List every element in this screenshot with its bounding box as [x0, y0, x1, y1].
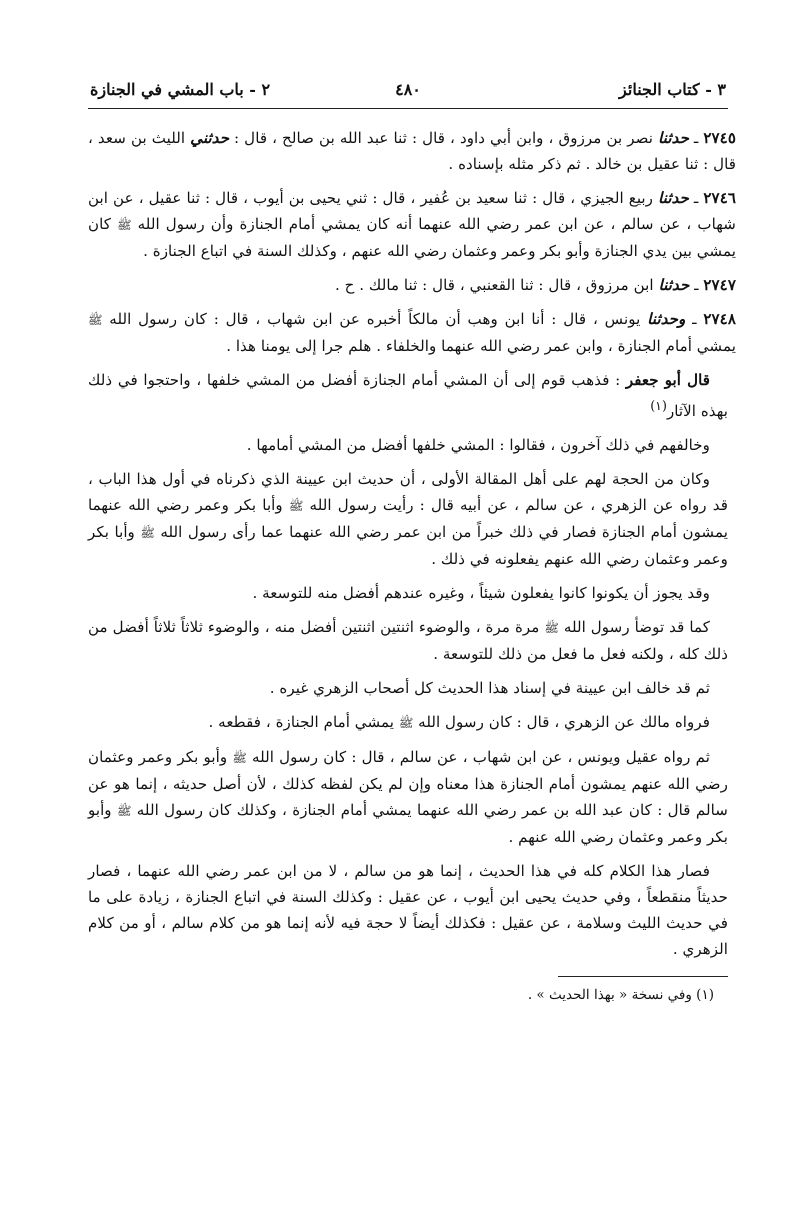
salawat-symbol: ﷺ [288, 499, 304, 514]
tahdith-word: حدثني [190, 129, 230, 147]
hadith-2747 [88, 272, 736, 298]
paragraph-text: وأبا بكر وعمر وعثمان رضي الله عنهم يفعلونه في ذلك . [88, 523, 728, 569]
salawat-symbol: ﷺ [116, 804, 132, 819]
commentary-paragraph [88, 466, 728, 572]
salawat-symbol: ﷺ [88, 313, 103, 327]
paragraph-text: مرة مرة ، والوضوء اثنتين اثنتين أفضل منه ، والوضوء ثلاثاً ثلاثاً أفضل من ذلك كله ، ولكنه فعل ما فعل من ذلك للتوسعة . [88, 618, 728, 664]
salawat-symbol: ﷺ [398, 716, 414, 731]
commentary-paragraph [88, 709, 728, 736]
tahdith-word: وحدثنا [647, 310, 686, 328]
paragraph-text: وأبا بكر وعمر رضي الله عنهما يمشون أمام الجنازة فصار في ذلك خبراً من ابن عمر رضي الله عنهما عما رأى رسول الله [88, 496, 728, 542]
footnote-label: (١) [696, 987, 714, 1004]
tahdith-word: حدثنا [658, 276, 690, 294]
commentary-paragraph: وقد يجوز أن يكونوا كانوا يفعلون شيئاً ، وغيره عندهم أفضل منه للتوسعة . [252, 584, 710, 603]
dash: ـ [689, 276, 704, 294]
salawat-symbol: ﷺ [232, 751, 247, 766]
footnote-marker[interactable]: (١) [650, 398, 667, 413]
dash: ـ [685, 310, 704, 328]
commentary-paragraph [88, 367, 728, 424]
page-number: ٤٨٠ [395, 80, 421, 99]
hadith-number: ٢٧٤٧ [703, 276, 736, 294]
paragraph-text: : فذهب قوم إلى أن المشي أمام الجنازة أفضل من المشي خلفها ، واحتجوا في ذلك بهذه الآثار [88, 371, 728, 421]
paragraph-text: ثم رواه عقيل ويونس ، عن ابن شهاب ، عن سالم ، قال : كان رسول الله [246, 748, 710, 767]
commentary-paragraph: ثم قد خالف ابن عيينة في إسناد هذا الحديث كل أصحاب الزهري غيره . [269, 679, 710, 698]
commentary-paragraph [88, 744, 728, 850]
footnote-divider [558, 976, 728, 977]
author-name: قال أبو جعفر [625, 371, 710, 389]
commentary-paragraph [88, 614, 728, 667]
paragraph-text: وكان من الحجة لهم على أهل المقالة الأولى ، أن حديث ابن عيينة الذي ذكرناه في أول هذا الباب ، قد رواه عن الزهري ، عن سالم ، عن أبيه قال : رأيت رسول الله [88, 470, 728, 515]
dash: ـ [688, 189, 704, 207]
dash: ـ [688, 129, 704, 147]
hadith-text: يونس ، قال : أنا ابن وهب أن مالكاً أخبره عن ابن شهاب ، قال : كان رسول الله [102, 310, 648, 328]
hadith-2745 [88, 125, 736, 177]
salawat-symbol: ﷺ [140, 526, 155, 541]
page-body [88, 125, 737, 962]
tahdith-word: حدثنا [658, 189, 689, 207]
paragraph-text: يمشي أمام الجنازة ، فقطعه . [208, 713, 399, 732]
running-header [88, 70, 728, 109]
section-title: ٢ - باب المشي في الجنازة [90, 80, 271, 99]
commentary-paragraph: وخالفهم في ذلك آخرون ، فقالوا : المشي خلفها أفضل من المشي أمامها . [246, 436, 710, 455]
hadith-2746 [88, 185, 736, 264]
footnote [88, 987, 728, 1003]
hadith-number: ٢٧٤٨ [703, 310, 736, 328]
paragraph-text: وأبو بكر وعمر وعثمان رضي الله عنهم . [88, 801, 728, 847]
hadith-text: الليث بن سعد ، قال : ثنا عقيل بن خالد . ثم ذكر مثله بإسناده . [88, 129, 736, 173]
hadith-text: ابن مرزوق ، قال : ثنا القعنبي ، قال : ثنا مالك . ح . [334, 276, 659, 294]
hadith-text: يمشي أمام الجنازة ، وابن عمر رضي الله عنهما والخلفاء . هلم جرا إلى يومنا هذا . [226, 337, 736, 355]
footnote-text: وفي نسخة « بهذا الحديث » . [527, 987, 697, 1004]
salawat-symbol: ﷺ [544, 621, 559, 636]
chapter-title: ٣ - كتاب الجنائز [619, 80, 726, 99]
paragraph-text: وأبو بكر وعمر وعثمان رضي الله عنهم يمشون أمام الجنازة هذا معناه وإن لم يكن لفظه كذلك ، لأن أصل حديثه ، إنما هو عن سالم قال : كان عبد الله بن عمر رضي الله عنهما يمشي أمام الجنازة ، وكذلك كان رسول الله [88, 748, 728, 820]
hadith-text: نصر بن مرزوق ، وابن أبي داود ، قال : ثنا عبد الله بن صالح ، قال : [229, 129, 659, 147]
hadith-number: ٢٧٤٦ [703, 189, 737, 207]
paragraph-text: كما قد توضأ رسول الله [558, 618, 710, 637]
hadith-2748 [88, 306, 736, 359]
salawat-symbol: ﷺ [117, 218, 132, 232]
hadith-text: كان يمشي بين يدي الجنازة وأبو بكر وعمر وعثمان رضي الله عنهم ، وكذلك السنة في اتباع الجنازة . [88, 215, 736, 260]
tahdith-word: حدثنا [658, 129, 689, 147]
hadith-text: ربيع الجيزي ، قال : ثنا سعيد بن عُفير ، قال : ثني يحيى بن أيوب ، قال : ثنا عقيل ، عن ابن شهاب ، عن سالم ، عن ابن عمر رضي الله عنهما أنه كان يمشي أمام الجنازة وأن رسول الله [88, 189, 736, 233]
commentary-paragraph: فصار هذا الكلام كله في هذا الحديث ، إنما هو من سالم ، لا من ابن عمر رضي الله عنهما ، فصار حديثاً منقطعاً ، وفي حديث يحيى ابن أيوب ، عن عقيل : وكذلك السنة في اتباع الجنازة ، زيادة على ما في حديث الليث وسلامة ، عن عقيل : فكذلك أيضاً لا حجة فيه لأنه إنما هو من كلام سالم ، أو من كلام الزهري . [88, 862, 728, 959]
hadith-number: ٢٧٤٥ [703, 129, 736, 147]
paragraph-text: فرواه مالك عن الزهري ، قال : كان رسول الله [413, 713, 710, 732]
page [88, 70, 737, 1004]
